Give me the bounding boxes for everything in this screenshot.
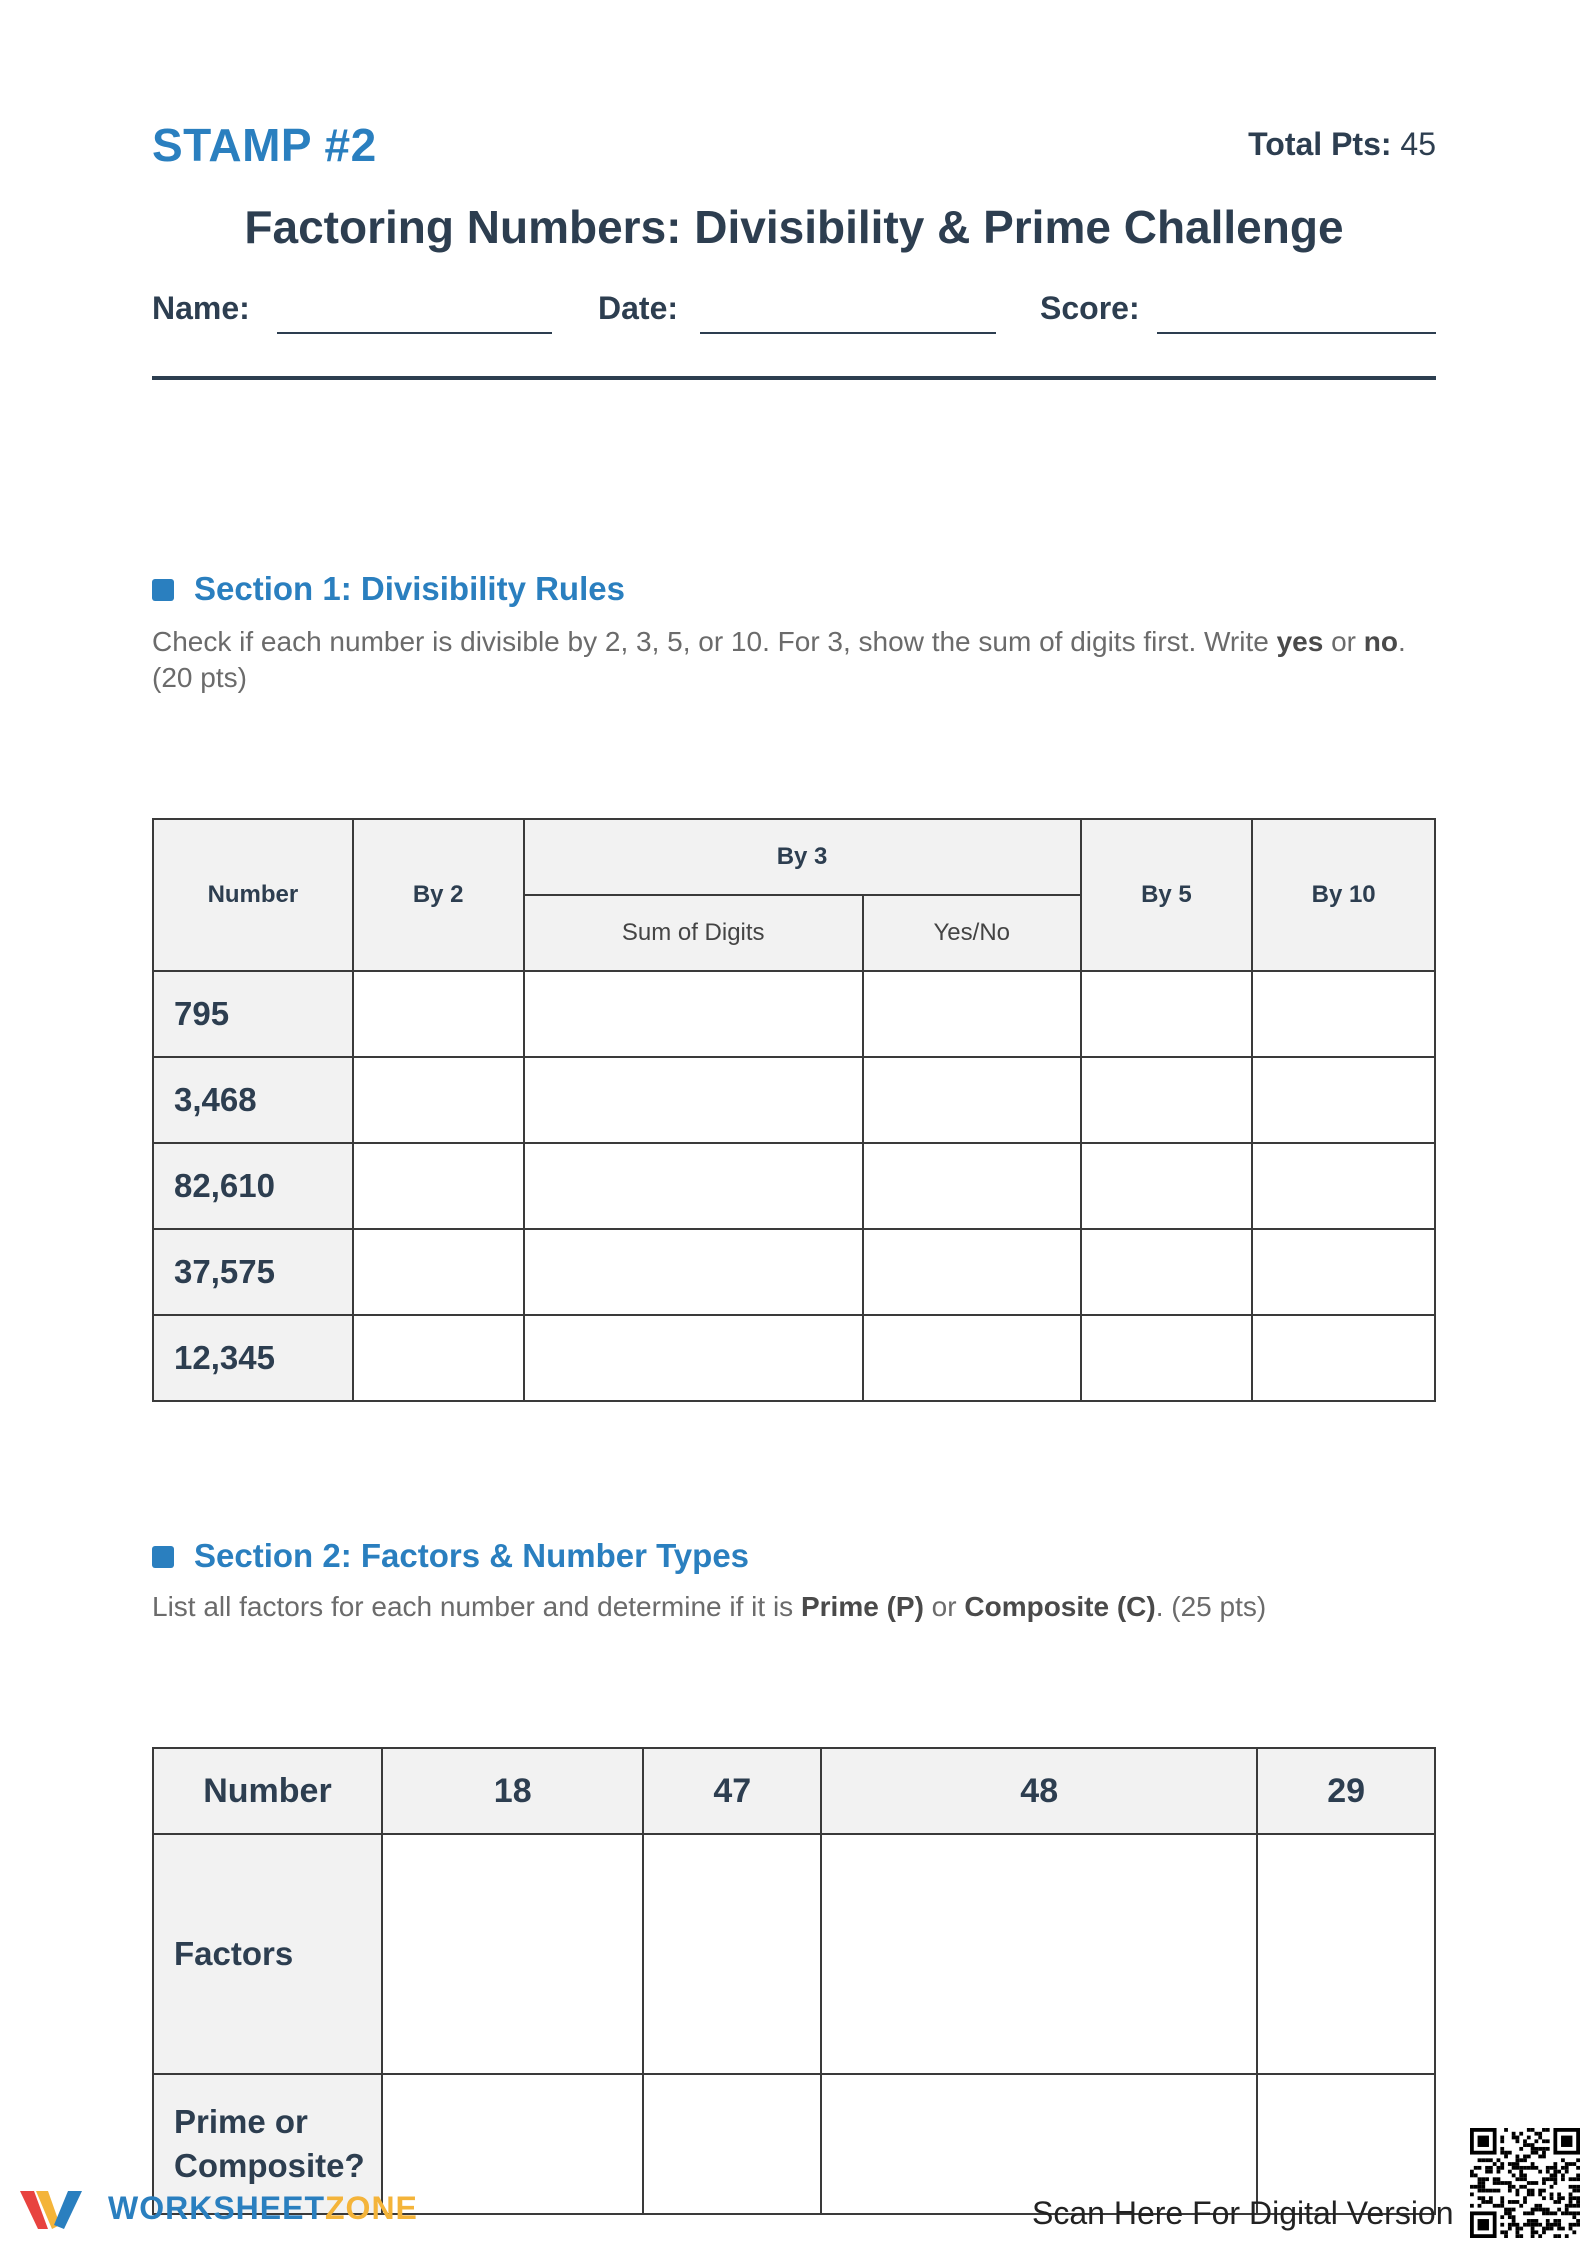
divisibility-table [152, 818, 1436, 1402]
answer-cell[interactable] [1252, 1315, 1435, 1401]
answer-cell[interactable] [821, 1834, 1257, 2074]
answer-cell[interactable] [821, 2074, 1257, 2214]
col-by10: By 10 [1252, 819, 1435, 971]
qr-code-icon[interactable] [1470, 2128, 1580, 2238]
answer-cell[interactable] [524, 971, 863, 1057]
row-number: 37,575 [153, 1229, 353, 1315]
answer-cell[interactable] [1081, 1143, 1253, 1229]
section-marker-icon [152, 579, 174, 601]
answer-cell[interactable] [524, 1143, 863, 1229]
answer-cell[interactable] [382, 2074, 644, 2214]
col-yes-no: Yes/No [863, 895, 1081, 971]
name-label: Name: [152, 290, 250, 326]
answer-cell[interactable] [1081, 1229, 1253, 1315]
row-number: 12,345 [153, 1315, 353, 1401]
row-number: 3,468 [153, 1057, 353, 1143]
total-points-label: Total Pts: [1248, 126, 1392, 162]
worksheetzone-logo-icon [18, 2185, 98, 2237]
factors-table [152, 1747, 1436, 2215]
header-divider [152, 376, 1436, 380]
answer-cell[interactable] [353, 1057, 524, 1143]
col-by3: By 3 [524, 819, 1081, 895]
student-info-row [152, 290, 1436, 340]
answer-cell[interactable] [353, 971, 524, 1057]
date-label: Date: [598, 290, 679, 326]
section1-instructions: Check if each number is divisible by 2, 3, 5, or 10. For 3, show the sum of digits first. Write yes or no. (20 pts) [152, 626, 1406, 693]
answer-cell[interactable] [1257, 2074, 1435, 2214]
total-points [1248, 126, 1436, 163]
col-number-29: 29 [1257, 1748, 1435, 1834]
answer-cell[interactable] [863, 1057, 1081, 1143]
table-row [153, 971, 1435, 1057]
section2-instructions: List all factors for each number and determine if it is Prime (P) or Composite (C). (25 pts) [152, 1591, 1267, 1622]
answer-cell[interactable] [1081, 1057, 1253, 1143]
answer-cell[interactable] [1081, 971, 1253, 1057]
stamp-label: STAMP #2 [152, 119, 377, 171]
answer-cell[interactable] [1252, 971, 1435, 1057]
row-factors-label: Factors [153, 1834, 382, 2074]
section1-heading: Section 1: Divisibility Rules [152, 570, 625, 608]
col-by5: By 5 [1081, 819, 1253, 971]
col-sum-digits: Sum of Digits [524, 895, 863, 971]
answer-cell[interactable] [524, 1315, 863, 1401]
answer-cell[interactable] [1252, 1057, 1435, 1143]
scan-text: Scan Here For Digital Version [1032, 2195, 1454, 2231]
answer-cell[interactable] [382, 1834, 644, 2074]
section-marker-icon [152, 1546, 174, 1568]
answer-cell[interactable] [863, 971, 1081, 1057]
date-field[interactable] [598, 290, 678, 327]
name-field[interactable] [152, 290, 250, 327]
answer-cell[interactable] [1081, 1315, 1253, 1401]
score-field[interactable] [1040, 290, 1140, 327]
answer-cell[interactable] [1252, 1143, 1435, 1229]
col-by2: By 2 [353, 819, 524, 971]
row-prime-composite-label: Prime or Composite? [153, 2074, 382, 2214]
total-points-value: 45 [1400, 126, 1436, 162]
table-row [153, 1834, 1435, 2074]
row-number: 82,610 [153, 1143, 353, 1229]
answer-cell[interactable] [863, 1315, 1081, 1401]
col-number: Number [153, 1748, 382, 1834]
table-row [153, 1057, 1435, 1143]
answer-cell[interactable] [863, 1229, 1081, 1315]
answer-cell[interactable] [524, 1057, 863, 1143]
name-blank[interactable] [277, 332, 552, 334]
answer-cell[interactable] [353, 1229, 524, 1315]
col-number-48: 48 [821, 1748, 1257, 1834]
score-blank[interactable] [1157, 332, 1436, 334]
score-label: Score: [1040, 290, 1140, 326]
answer-cell[interactable] [643, 1834, 821, 2074]
row-number: 795 [153, 971, 353, 1057]
answer-cell[interactable] [863, 1143, 1081, 1229]
section2-heading: Section 2: Factors & Number Types [152, 1537, 749, 1575]
answer-cell[interactable] [353, 1143, 524, 1229]
col-number: Number [153, 819, 353, 971]
answer-cell[interactable] [353, 1315, 524, 1401]
table-row [153, 1229, 1435, 1315]
col-number-18: 18 [382, 1748, 644, 1834]
answer-cell[interactable] [524, 1229, 863, 1315]
col-number-47: 47 [643, 1748, 821, 1834]
answer-cell[interactable] [1252, 1229, 1435, 1315]
table-row [153, 1143, 1435, 1229]
table-row [153, 1315, 1435, 1401]
answer-cell[interactable] [1257, 1834, 1435, 2074]
page-title: Factoring Numbers: Divisibility & Prime Challenge [244, 201, 1344, 253]
answer-cell[interactable] [643, 2074, 821, 2214]
brand-name: WORKSHEETZONE [108, 2190, 418, 2226]
date-blank[interactable] [700, 332, 996, 334]
